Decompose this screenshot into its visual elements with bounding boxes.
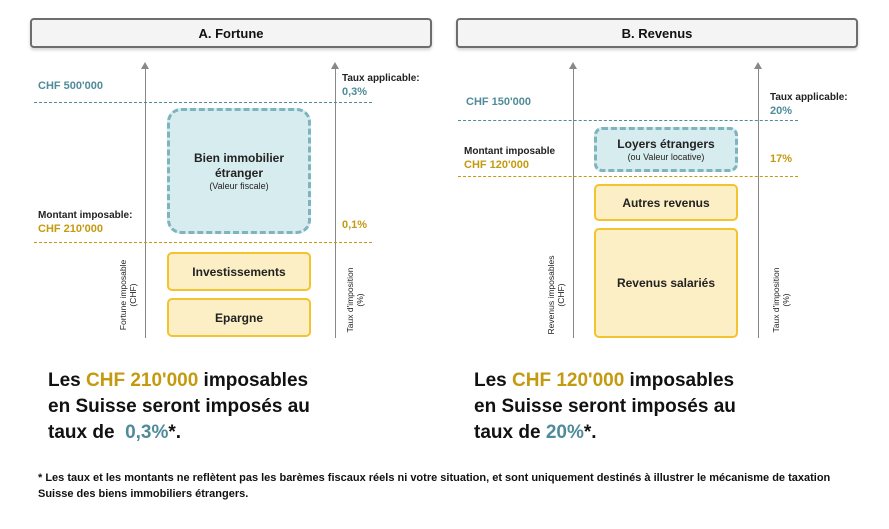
panel-b-other-income-label: Autres revenus xyxy=(622,195,710,210)
panel-b-taxable-value: CHF 120'000 xyxy=(464,159,529,171)
panel-b-conclusion-p4: *. xyxy=(583,422,597,443)
panel-a-foreign-property-sub: (Valeur fiscale) xyxy=(209,180,269,191)
panel-b-salary-label: Revenus salariés xyxy=(616,276,716,290)
panel-b-rate-low: 17% xyxy=(770,153,793,165)
panel-a-conclusion xyxy=(48,368,310,446)
panel-b-foreign-rent-sub: (ou Valeur locative) xyxy=(627,151,705,162)
panel-b-left-axis-title xyxy=(546,245,566,345)
panel-a-conclusion-amount: CHF 210'000 xyxy=(86,370,199,391)
panel-a-header xyxy=(30,18,432,48)
panel-a-conclusion-p3: taux de xyxy=(48,422,126,443)
panel-a-left-axis xyxy=(145,68,146,338)
panel-a-conclusion-line1 xyxy=(48,368,310,394)
panel-b-left-axis-arrow xyxy=(569,62,577,69)
panel-a-left-axis-arrow xyxy=(141,62,149,69)
panel-b-header xyxy=(456,18,858,48)
panel-b-conclusion-p2: imposables xyxy=(624,370,735,391)
panel-b-right-axis-arrow xyxy=(754,62,762,69)
panel-a-conclusion-rate: 0,3% xyxy=(125,422,169,443)
panel-a-savings-label: Epargne xyxy=(214,310,263,325)
panel-a-rate-title: Taux applicable: xyxy=(342,73,420,84)
panel-b-conclusion-line1 xyxy=(474,368,736,394)
panel-b-conclusion-amount: CHF 120'000 xyxy=(512,370,625,391)
panel-b-right-axis-title-line2: (%) xyxy=(781,293,791,307)
panel-a-left-axis-title-line2: (CHF) xyxy=(128,283,138,307)
panel-a-investments-label: Investissements xyxy=(192,264,286,279)
panel-a-taxable-line xyxy=(34,242,372,243)
panel-b-taxable-line xyxy=(458,176,798,177)
panel-a-right-axis-title-line2: (%) xyxy=(355,293,365,307)
panel-b-right-axis xyxy=(758,68,759,338)
footnote: * Les taux et les montants ne reflètent pas les barèmes fiscaux réels ni votre situation, et sont uniquement destinés à illustrer le mécanisme de taxation Suisse des biens immobiliers étrangers. xyxy=(38,472,831,500)
panel-a-rate-low: 0,1% xyxy=(342,219,368,231)
panel-a-conclusion-p1: Les xyxy=(48,370,87,391)
panel-b-left-axis xyxy=(573,68,574,338)
panel-a-conclusion-p4: *. xyxy=(168,422,182,443)
panel-a-conclusion-p2: imposables xyxy=(198,370,309,391)
panel-b-left-axis-title-line1: Revenus imposables xyxy=(546,255,556,335)
panel-b-foreign-rent-box xyxy=(594,127,738,172)
panel-b-rate-top: 20% xyxy=(770,105,793,117)
panel-b-header-text: B. Revenus xyxy=(621,25,693,41)
panel-b-salary-box xyxy=(594,228,738,338)
panel-a-header-text: A. Fortune xyxy=(198,25,264,41)
panel-b-right-axis-title-line1: Taux d'imposition xyxy=(771,267,781,333)
panel-a-cap-line xyxy=(34,102,372,103)
panel-b-left-axis-title-line2: (CHF) xyxy=(556,283,566,307)
panel-b-foreign-rent-title: Loyers étrangers xyxy=(617,136,715,151)
panel-b-conclusion-p1: Les xyxy=(474,370,513,391)
panel-a-savings-box xyxy=(167,298,311,337)
panel-a-foreign-property-title: Bien immobilier étranger xyxy=(193,150,285,180)
panel-a-left-axis-title-line1: Fortune imposable xyxy=(118,259,128,331)
panel-a-right-axis-title xyxy=(345,255,365,345)
panel-a-right-axis xyxy=(335,68,336,338)
panel-a-right-axis-title-line1: Taux d'imposition xyxy=(345,267,355,333)
panel-a-right-axis-arrow xyxy=(331,62,339,69)
panel-b-rate-title: Taux applicable: xyxy=(770,92,848,103)
panel-b-taxable-label: Montant imposable xyxy=(464,146,556,157)
panel-b-conclusion-p3: taux de xyxy=(474,422,546,443)
panel-b-cap-line xyxy=(458,120,798,121)
panel-b-conclusion-line3 xyxy=(474,420,736,446)
panel-a-cap-label: CHF 500'000 xyxy=(38,80,103,92)
panel-b-conclusion-line2: en Suisse seront imposés au xyxy=(474,396,736,417)
panel-a-rate-top: 0,3% xyxy=(342,86,368,98)
panel-a-conclusion-line3 xyxy=(48,420,310,446)
panel-a-left-axis-title xyxy=(118,245,138,345)
panel-a-conclusion-line2: en Suisse seront imposés au xyxy=(48,396,310,417)
panel-b-right-axis-title xyxy=(771,255,791,345)
panel-b-conclusion xyxy=(474,368,736,446)
panel-a-taxable-value: CHF 210'000 xyxy=(38,223,103,235)
panel-a-foreign-property-box xyxy=(167,108,311,234)
panel-b-other-income-box xyxy=(594,184,738,221)
panel-b-conclusion-rate: 20% xyxy=(545,422,584,443)
panel-a-investments-box xyxy=(167,252,311,291)
panel-a-taxable-label: Montant imposable: xyxy=(38,210,133,221)
panel-b-cap-label: CHF 150'000 xyxy=(466,96,531,108)
